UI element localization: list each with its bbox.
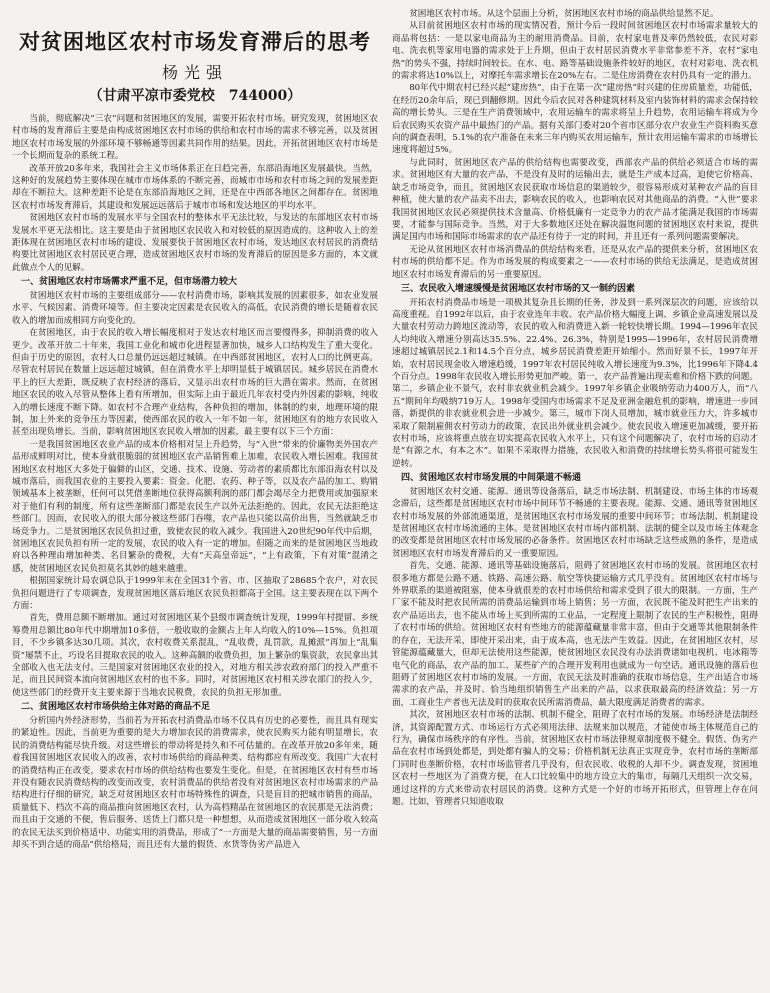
author-affiliation: （甘肃平凉市委党校 744000） — [88, 88, 302, 104]
paragraph: 无论从贫困地区农村市场消费品的供给结构来看，还是从农产品的提供来分析，贫困地区农村市场的供给都不足。作为市场发展的构成要素之一——农村市场的供给无法满足，是造成贫困地区农村市场发育滞后的另一重要原因。 — [392, 244, 758, 280]
section-heading-3: 三、农民收入增速缓慢是贫困地区农村市场的又一制约因素 — [401, 283, 636, 294]
paragraph: 开拓农村消费品市场是一项极其复杂且长期的任务，涉及到一系列深层次的问题，应该给以高度重视。自1992年以后，由于农业连年丰收、农产品价格大幅度上调、乡镇企业高速发展以及大量农村劳动力跨地区流动等，农民的收入和消费进入新一轮较快增长期。1994—1996年农民人均纯收入增速分别高达35.5%、22.4%、26.3%，特别是1995—1996年，农村居民消费增速超过城镇居民2.1和14.5个百分点，城乡居民消费差距开始缩小。然而好景不长，1997年开始，农村居民现金收入增速趋缓，1997年农村居民纯收入增长速度为9.3%，比1996年下降4.4个百分点。1998年农民收入增长形势更加严峻。第一，农产品普遍出现卖难和价格下跌的问题。第二，乡镇企业不景气，农村非农就业机会减少。1997年乡镇企业吸纳劳动力400万人，而“八五”期间年均吸纳719万人。1998年受国内市场需求不足及亚洲金融危机的影响，增速进一步回落，新提供的非农就业机会进一步减少。第三，城市下岗人员增加，城市就业压力大，许多城市采取了限制雇佣农村劳动力的政策，农民出外就业机会减少。使农民收入增速更加减缓，要开拓农村市场，应该将重点放在切实提高农民收入水平上，只有这个问题解决了，农村市场的启动才是“有源之水，有本之木”。如果不采取得力措施，农民收入和消费的持续增长势头将很可能发生逆转。 — [392, 297, 758, 469]
paragraph: 80年代中期农村已经兴起“建房热”，由于在第一次“建房热”时兴建的住房质量差，功能低，在经历20余年后，现已到翻修期。因此今后农民对各种建筑材料及室内装饰材料的需求会保持较高的增长势头。三是在生产消费领域中，农用运输车的需求将呈上升趋势，农用运输车将成为今后农民购买农资产品中最热门的产品。据有关部门委对20个省市区部分农户农业生产资料购买意向的调查表明，5.1%的农户准备在未来三年内购买农用运输车，预计农用运输车需求的市场增长速度将超过5%。 — [392, 83, 758, 156]
section-heading-1: 一、贫困地区农村市场需求严重不足，但市场潜力较大 — [21, 277, 238, 288]
paragraph: 改革开放20多年来，我国社会主义市场体系正在日趋完善，东部沿海地区发展最快。当然，这种好的发展趋势主要体现在城市市场体系的不断完善，而城市市场和农村市场之间的发展差距却在不断拉大。这种差距不论是在东部沿海地区之间，还是在中西部各地区之间都存在。贫困地区农村市场发育滞后，其建设和发展远远落后于城市市场和发达地区的平均水平。 — [12, 163, 378, 211]
paragraph: 分析国内外经济形势，当前若为开拓农村消费品市场不仅具有历史的必要性，而且具有现实的紧迫性。因此，当前更为重要的是大力增加农民的消费需求，使农民购买力能有明显增长，农民的消费结构能尽快升级。对这些增长的带动将是持久和不可估量的。在改革开放20多年来，随着我国贫困地区农民收入的改善，农村市场供给的商品种类、结构都应有所改变。我国广大农村的消费结构正在改变，要求农村市场的供给结构也要发生变化。但是，在贫困地区农村有些市场并没有随农民消费结构的改变而改变，农村消费品的供给者没有对贫困地区农村市场需求的产品结构进行仔细的研究，缺乏对贫困地区农村市场特殊性的调查，只是盲目的把城市销售的商品，质量低下、档次不高的商品推向贫困地区农村，认为高档精品在贫困地区的农民那是无法消费；而且由于交通的不便，售后服务、送货上门都只是一种想想，从而造成贫困地区一部分收入较高的农民无法买到价格适中、功能实用的消费品，形成了“一方面是大量的商品需要销售，另一方面却买不到合适的商品”供给格局，而且还有大量的假货、水货等伪劣产品进入 — [12, 715, 378, 850]
paragraph: 贫困地区农村市场的主要组成部分——农村消费市场，影响其发展的因素很多，如农业发展水平、气候因素、消费环境等。但主要决定因素是农民收入的高低，农民消费的增长是随着农民收入的增加而成相同方向变化的。 — [12, 290, 378, 326]
paragraph: 与此同时，贫困地区农产品的供给结构也需要改变，西部农产品的供给必须适合市场的需求。贫困地区有大量的农产品，不是没有及时的运输出去，就是生产成本过高，迫使它价格高、缺乏市场竞争，而且，贫困地区农民获取市场信息的渠道较少，很容易形成对某种农产品的盲目种植，使大量的农产品卖不出去，影响农民的收入，也影响农民对其他商品的消费。“入世”要求我国贫困地区农民必须提供技术含量高、价格低廉有一定竞争力的农产品才能满足我国的市场需要，才能参与国际竞争。当然，对于大多数地区还处在解决温饱问题的贫困地区农村来说，提供满足国内市场和国际市场需求的农产品还有待于一定的时间，并且还有一系列问题需要解决。 — [392, 157, 758, 243]
section-heading-2: 二、贫困地区农村市场供给主体对路的商品不足 — [21, 702, 211, 713]
paragraph: 从目前贫困地区农村市场的现实情况看，预计今后一段时间贫困地区农村市场需求量较大的商品将包括：一是以家电商品为主的耐用消费品。目前，农村家电普及率仍然较低，农民对彩电、洗衣机等家用电器的需求处于上升期，但由于农村居民消费水平非常参差不齐，农村“家电热”的势头不强，持续时间较长。在水、电、路等基础设施条件较好的地区，农村对彩电、洗衣机的需求将达10%以上，对摩托车需求增长在20%左右。二是住房消费在农村仍具有一定的潜力。 — [392, 21, 758, 82]
paragraph: 一是我国贫困地区农业产品的成本价格相对呈上升趋势，与“入世”带来的价廉物美外国农产品形成鲜明对比，使本身就很脆弱的贫困地区农产品销售难上加难，农民收入增长困难。我国贫困地区农村地区大多处于偏僻的山区，交通、技术、设施、劳动者的素质都比东部沿海农村以及城市落后，而我国农业的主要投入要素：资金、化肥、农药、种子等，以及农产品的加工、购销领域基本上被垄断，任何可以凭借垄断地位获得高额利润的部门都会竭尽全力把费用或加强原来对于他们有利的制度，所有这些垄断部门都是农民生产以外无法拒绝的。因此，农民无法拒绝这些部门。因而，农民收入的很大部分被这些部门吞噬，农产品也只能以高价出售，当然就缺乏市场竞争力。二是贫困地区农民负担过重，致使农民的收入减少。我国进入20世纪90年代中后期，贫困地区农民负担有所一定的发展，农民的收入有一定的增加。但随之而来的是贫困地区当地政府以各种理由增加种类、名目繁杂的费税，大有“天高皇帝远”，“上有政策，下有对策”混淆之感，使贫困地区农民负担莫名其妙的越来越重。 — [12, 439, 378, 574]
paragraph: 贫困地区农村市场。从这个层面上分析，贫困地区农村市场的商品供给显然不足。 — [409, 9, 719, 19]
paragraph: 首先，费用总额不断增加。通过对贫困地区某个县级市调查统计发现，1999年村提留、乡统筹费用总额比80年代中期增加10多倍，一般收取的金额占上年人均收入的10%—15%。负担项目，不少乡镇多达30几项。其次，农村收费关系混乱，“乱收费，乱罚款，乱摊派”再加上“乱集资”屡禁不止，巧设名目提取农民的收入。这种高额的收费负担，加上繁杂的集资款，农民拿出其全部收入也无法支付。三是国家对贫困地区农业的投入，对地方相关涉农政府部门的投入严重不足，而且民间资本流向贫困地区农村的也不多。同时，对贫困地区农村相关涉农部门的投入少，使这些部门的经费开支主要来源于当地农民税费，农民的负担无形加重。 — [12, 613, 378, 698]
right-column — [392, 8, 758, 987]
paragraph: 其次，贫困地区农村市场的法制、机制不健全，阻碍了农村市场的发展。市场经济是法制经济，其资源配置方式、市场运行方式必须用法律、法规来加以规范，才能使市场主体规范自己的行为，确保市场秩序的有序性。当前，贫困地区农村市场法律规章制度极不健全。假货、伪劣产品在农村市场到处都是，到处都有骗人的交易；价格机制无法真正实现竞争，农村市场的垄断部门同时也垄断价格，农村市场监管者几乎没有，但农民收、收税的人却不少。调查发现，贫困地区农村一些地区为了消费方便，在人口比较集中的地方设立大的集市，每隔几天组织一次交易，通过这样的方式来带动农村居民的消费。这种方式是一个好的市场开拓形式，但管理上存在问题。比如，管理者只知道收取 — [392, 710, 758, 807]
paragraph: 在贫困地区，由于农民的收入增长幅度相对于发达农村地区而言要慢得多，抑制消费的收入更少。改革开放二十年来，我国工业化和城市化进程显著加快，城乡人口结构发生了重大变化。但由于历史的原因，农村人口总量仍远远超过城镇。在中西部贫困地区，农村人口的比例更高。尽管农村居民在数量上远远超过城镇，但在消费水平上却明显低于城镇居民。城乡居民在消费水平上的巨大差距，既反映了农村经济的落后，又显示出农村市场的巨大潜在需求。然而，在贫困地区农民的收入尽管从整体上看有所增加，但实际上由于最近几年农村受内外因素的影响，纯收入的增长速度不断下降。如农村不合理产业结构，各种负担的增加，体制的约束，地理环境的限制，加上外来的竞争压力等因素，使西部农民的收入一年不如一年，贫困地区有的地方农民收入甚至出现负增长。当前，影响贫困地区农民收入增加的因素，最主要有以下三个方面： — [12, 328, 378, 438]
paragraph: 贫困地区农村市场的发展水平与全国农村的整体水平无法比较，与发达的东部地区农村市场发展水平更无法相比。这主要是由于贫困地区农民收入和对较低的原因造成的。这种收入上的差距体现在贫困地区农村市场的建设、发展要快于贫困地区农村市场，发达地区农村居民的消费结构要比贫困地区农村居民更合理，造成贫困地区农村市场的发育滞后的原因是多方面的，本文就此做点个人的见解。 — [12, 213, 378, 273]
paragraph: 根据国家统计局农调总队于1999年末在全国31个省、市、区抽取了28685个农户，对农民负担问题进行了专项调查，发现贫困地区落后地区农民负担都高于全国。这主要表现在以下两个方面： — [12, 576, 378, 612]
left-column — [12, 8, 378, 987]
paragraph: 首先，交通、能源、通讯等基础设施落后，阻碍了贫困地区农村市场的发展。贫困地区农村很多地方都是公路不通、铁路、高速公路、航空等快捷运输方式几乎没有。贫困地区农村市场与外界联系的渠道被阻塞，使本身就很差的农村市场供给和需求受到了很大的限制。一方面，生产厂家不能及时把农民所需的消费品运输到市场上销售；另一方面，农民既不能及时把生产出来的农产品运出去，也不能从市场上买到所需的工业品，一定程度上限制了农民的生产积极性，阻碍了农村市场的供给。贫困地区农村有些地方的能源蕴藏量非常丰富，但由于交通等其他限制条件的存在，无法开采，即使开采出来，由于成本高，也无法产生效益。因此，在贫困地区农村，尽管能源蕴藏量大，但却无法使用这些能源，使贫困地区农民没有办法消费诸如电视机、电冰箱等电气化的商品，农产品的加工、某些矿产的合理开发利用也就成为一句空话。通讯设施的落后也阻碍了贫困地区农村市场的发展。一方面，农民无法及时准确的获取市场信息，生产出适合市场需求的农产品，并及时、恰当地组织销售生产出来的产品，以求获取最高的经济效益；另一方面，工商业生产者也无法及时的获取农民所需消费品，最大限度满足消费者的需求。 — [392, 561, 758, 708]
article-author: 杨光强 — [161, 63, 228, 82]
section-heading-4: 四、贫困地区农村市场发展的中间渠道不畅通 — [401, 473, 582, 484]
paragraph: 贫困地区农村交通、能源、通讯等设备落后，缺乏市场法制、机制建设、市场主体的市场观念滞后，这些都是贫困地区农村市场中间环节不畅通的主要表现。能源、交通、通讯等贫困地区农村市场发展的外部流通渠道，是贫困地区农村市场发展的重要中间环节；市场法制、机制建设是贫困地区农村市场流通的主体。是贫困地区农村市场内部机制、法制的健全以及市场主体观念的改变都是贫困地区农村市场发展的必备条件。贫困地区农村市场缺乏这些成熟的条件，是造成贫困地区农村市场发育滞后的又一重要原因。 — [392, 486, 758, 559]
paragraph: 当前，彻底解决“三农”问题和贫困地区的发展，需要开拓农村市场。研究发现，贫困地区农村市场的发育滞后主要是由构成贫困地区农村市场的供给和农村市场的需求不够完善，以及贫困地区农村市场发展的外部环境不够畅通等因素共同作用的结果。因此，开拓贫困地区农村市场是一个长期而复杂的系统工程。 — [12, 114, 378, 162]
article-title: 对贫困地区农村市场发育滞后的思考 — [19, 29, 371, 54]
